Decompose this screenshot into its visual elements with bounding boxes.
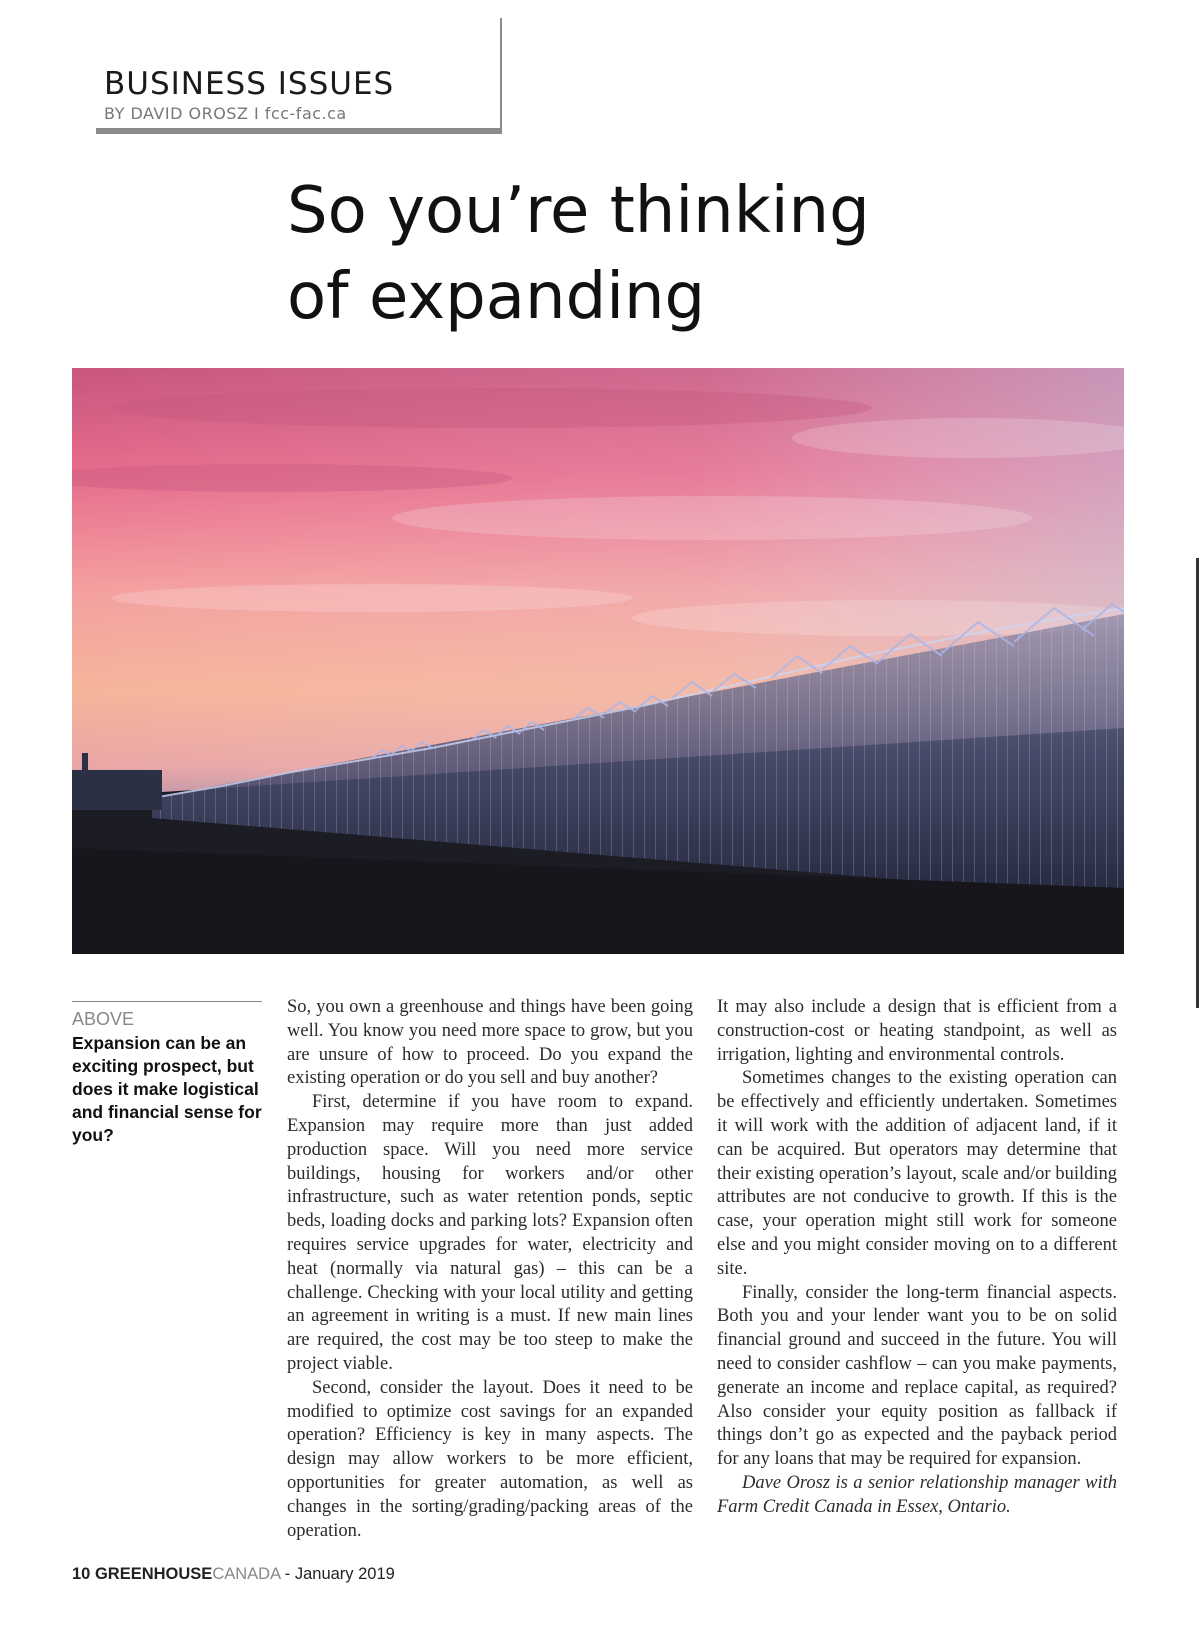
paragraph: It may also include a design that is efficient from a construction-cost or heating standpoint, as well as irrigation, lighting and environmental controls. (717, 997, 1117, 1065)
byline: BY DAVID OROSZ I fcc-fac.ca (104, 104, 347, 123)
caption-rule (72, 1001, 262, 1002)
page-footer (72, 1565, 395, 1584)
caption-label: ABOVE (72, 1009, 135, 1029)
paragraph: So, you own a greenhouse and things have been going well. You know you need more space to grow, but you are unsure of how to proceed. Do you expand the existing operation or do you sell and buy another? (287, 997, 693, 1089)
paragraph: Second, consider the layout. Does it need to be modified to optimize cost savings for an expanded operation? Efficiency is key in many aspects. The design may allow workers to be more efficient, opportunities for greater automation, as well as changes in the sorting/grading/packing areas of the operation. (287, 1377, 693, 1541)
paragraph: Finally, consider the long-term financial aspects. Both you and your lender want you to be on solid financial ground and succeed in the future. You will need to consider cashflow – can you make payments, generate an income and replace capital, as required? Also consider your equity position as fallback if things don’t go as expected and the payback period for any loans that may be required for expansion. (717, 1282, 1117, 1470)
title-line-1: So you’re thinking (287, 174, 870, 248)
paragraph: Sometimes changes to the existing operation can be effectively and efficiently undertaken. Sometimes it will work with the addition of adjacent land, if it can be acquired. But operators may determine that their existing operation’s layout, scale and/or building attributes are not conducive to growth. If this is the case, your operation might still work for someone else and you might consider moving on to a different site. (717, 1068, 1117, 1279)
page-number: 10 (72, 1565, 91, 1583)
issue-date: - January 2019 (284, 1565, 395, 1583)
greenhouse-sunset-photo (72, 368, 1124, 954)
section-header (96, 18, 502, 134)
page-edge-mark (1196, 558, 1199, 1008)
title-line-2: of expanding (287, 260, 706, 334)
caption-text: Expansion can be an exciting prospect, but does it make logistical and financial sense for you? (72, 1033, 262, 1145)
body-column-1 (287, 996, 693, 1543)
magazine-name-light: CANADA (212, 1565, 281, 1583)
article-title (287, 168, 1107, 340)
body-column-2 (717, 996, 1117, 1520)
magazine-name-strong: GREENHOUSE (94, 1565, 213, 1583)
section-label: BUSINESS ISSUES (104, 66, 395, 102)
paragraph: First, determine if you have room to expand. Expansion may require more than just added production space. Will you need more service buildings, housing for workers and/or other infrastructure, such as water retention ponds, septic beds, loading docks and parking lots? Expansion often requires service upgrades for water, electricity and heat (normally via natural gas) – this can be a challenge. Checking with your local utility and getting an agreement in writing is a must. If new main lines are required, the cost may be too steep to make the project viable. (287, 1092, 693, 1374)
author-bio: Dave Orosz is a senior relationship manager with Farm Credit Canada in Essex, Ontario. (717, 1472, 1117, 1517)
